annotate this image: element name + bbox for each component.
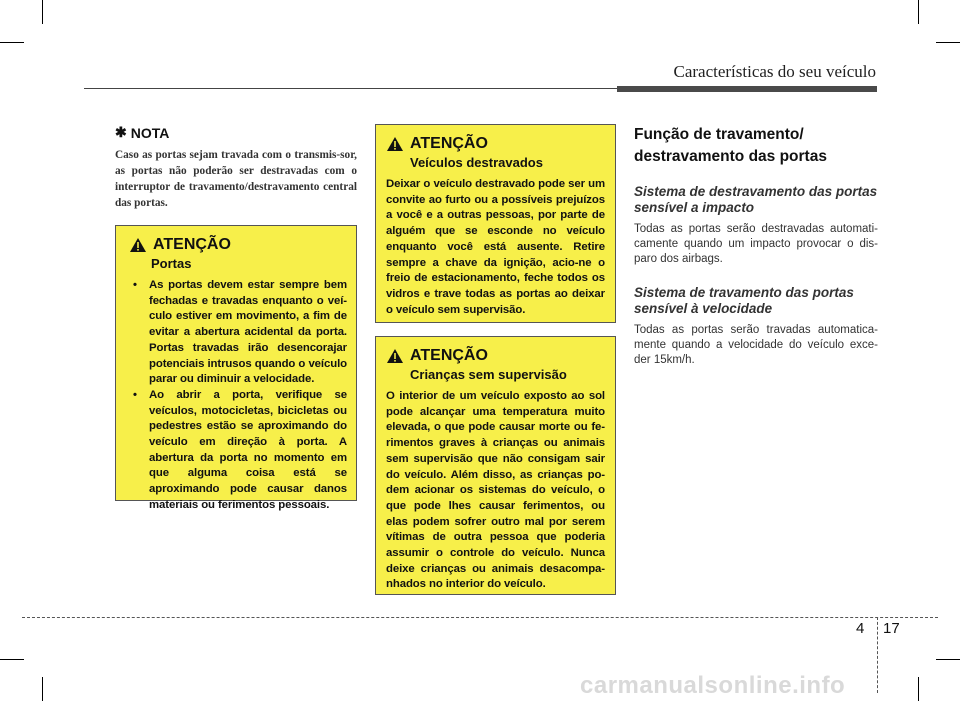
crop-mark xyxy=(936,42,960,43)
warning-subtitle: Portas xyxy=(151,256,192,271)
warning-list xyxy=(125,278,347,514)
footer-page-divider xyxy=(877,617,878,693)
warning-heading xyxy=(386,135,605,153)
page-number: 17 xyxy=(883,620,900,637)
note-text: Caso as portas sejam travada com o transmis-sor, as portas não poderão ser destravadas com o interruptor de travamento/destravamento central das portas. xyxy=(115,149,357,209)
section-title: Função de travamento/ destravamento das portas xyxy=(634,126,827,165)
header-accent-bar xyxy=(617,86,877,92)
watermark-text: carmanualsonline.info xyxy=(580,672,846,699)
warning-triangle-icon xyxy=(129,237,147,253)
crop-mark xyxy=(0,659,24,660)
warning-triangle-icon xyxy=(386,348,404,364)
note-title: NOTA xyxy=(130,124,170,141)
note-box xyxy=(115,124,357,211)
crop-mark xyxy=(918,0,919,24)
crop-mark xyxy=(42,0,43,24)
warning-title: ATENÇÃO xyxy=(410,347,488,364)
warning-title: ATENÇÃO xyxy=(410,135,488,152)
page-header-title: Características do seu veículo xyxy=(673,62,876,81)
subsection-heading: Sistema de destravamento das portas sensível a impacto xyxy=(634,184,878,215)
subsection-heading: Sistema de travamento das portas sensível à velocidade xyxy=(634,285,854,316)
warning-text: O interior de um veículo exposto ao sol pode alcançar uma temperatura muito elevada, o que pode causar morte ou fe-rimentos graves à crianças ou animais sem supervisão que não consigam sair do veículo. Além disso, as crianças po-dem acionar os sistemas do veículo, o que pode lhes causar ferimentos, ou elas podem sofrer outro mal por serem vítimas de outra pessoa que poderia assumir o controle do veículo. Nunca deixe crianças ou animais desacompa-nhados no interior do veículo. xyxy=(386,390,605,591)
right-column xyxy=(634,124,878,386)
warning-text: Deixar o veículo destravado pode ser um convite ao furto ou a possíveis prejuízos a você e a outras pessoas, por parte de alguém que se esconde no veículo enquanto você está ausente. Retire sempre a chave da ignição, acio-ne o freio de estacionamento, feche todos os vidros e trave todas as portas ao deixar o veículo sem supervisão. xyxy=(386,178,605,316)
crop-mark xyxy=(42,677,43,701)
warning-heading xyxy=(125,236,347,254)
asterisk-icon: ✱ xyxy=(115,124,127,140)
subsection-text: Todas as portas serão destravadas automati-camente quando um impacto provocar o dis-paro dos airbags. xyxy=(634,223,878,265)
warning-box-veiculos xyxy=(375,124,616,323)
warning-subtitle: Crianças sem supervisão xyxy=(410,367,567,382)
chapter-number: 4 xyxy=(856,620,865,637)
warning-subtitle: Veículos destravados xyxy=(410,155,543,170)
crop-mark xyxy=(0,42,24,43)
crop-mark xyxy=(936,659,960,660)
header-divider xyxy=(84,88,617,89)
note-heading xyxy=(115,124,357,141)
list-item: • As portas devem estar sempre bem fechadas e travadas enquanto o veí-culo estiver em movimento, a fim de evitar a abertura acidental da porta. Portas travadas irão desencorajar potenciais intrusos quando o veículo parar ou diminuir a velocidade. xyxy=(125,278,347,388)
warning-triangle-icon xyxy=(386,136,404,152)
list-item: • Ao abrir a porta, verifique se veículos, motocicletas, bicicletas ou pedestres estão se aproximando do veículo em direção à porta. A abertura da porta no momento em que alguma coisa está se aproximando pode causar danos materiais ou ferimentos pessoais. xyxy=(125,388,347,514)
warning-title: ATENÇÃO xyxy=(153,236,231,253)
warning-box-criancas xyxy=(375,336,616,595)
subsection-text: Todas as portas serão travadas automatica-mente quando a velocidade do veículo exce-der 15km/h. xyxy=(634,324,878,366)
crop-mark xyxy=(918,677,919,701)
warning-heading xyxy=(386,347,605,365)
footer-divider xyxy=(22,617,938,618)
warning-box-portas xyxy=(115,225,357,511)
